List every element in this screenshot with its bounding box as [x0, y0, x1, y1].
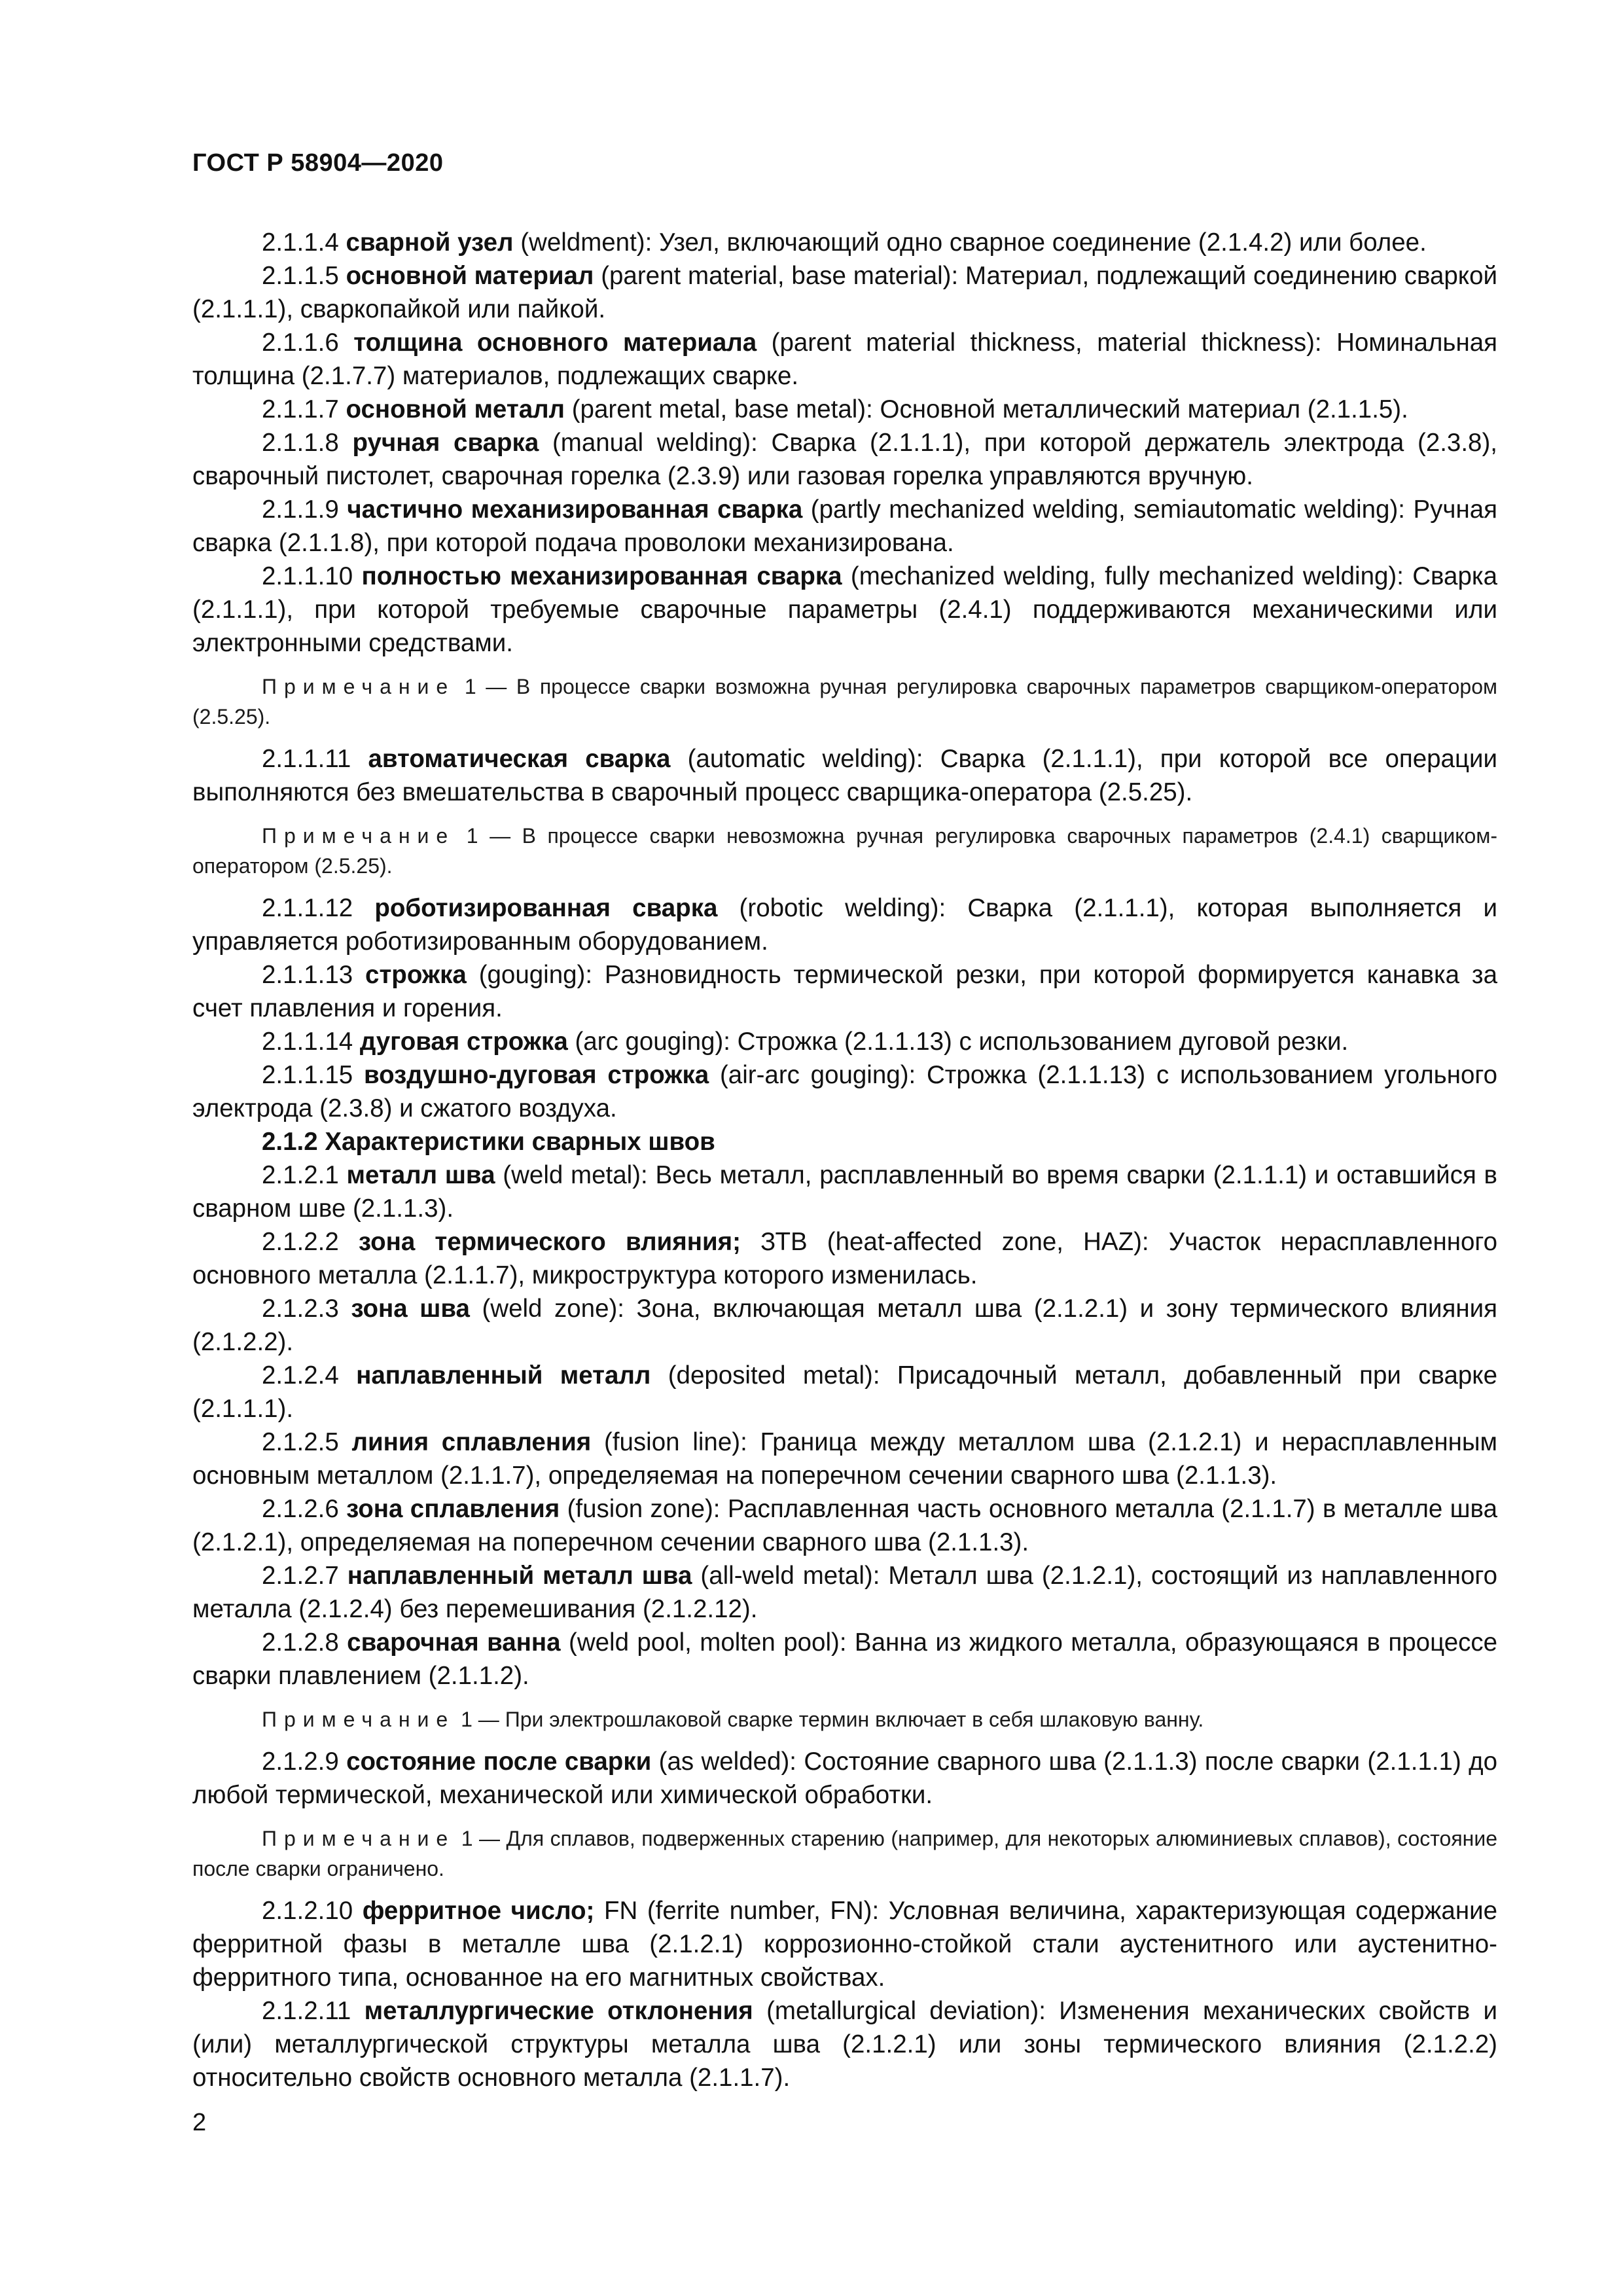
- term-name: автоматическая сварка: [368, 745, 671, 773]
- term-number: 2.1.2.4: [262, 1361, 339, 1390]
- term-name: ручная сварка: [352, 429, 539, 457]
- page-number: 2: [192, 2109, 207, 2136]
- term-name: роботизированная сварка: [374, 894, 718, 922]
- term-name: линия сплавления: [351, 1428, 592, 1456]
- term-name: строжка: [365, 961, 467, 989]
- term-name: наплавленный металл: [356, 1361, 651, 1390]
- term-definition: [192, 958, 1497, 1025]
- note-text: 1 — Для сплавов, подверженных старению (например, для некоторых алюминиевых сплавов), состояние после сварки ограничено.: [192, 1827, 1498, 1880]
- term-text: (manual welding): Сварка (2.1.1.1), при которой держатель электрода (2.3.8), сварочный пистолет, сварочная горелка (2.3.9) или газовая горелка управляются вручную.: [192, 429, 1497, 490]
- term-definition: [192, 1894, 1497, 1994]
- term-text: (mechanized welding, fully mechanized welding): Сварка (2.1.1.1), при которой требуемые сварочные параметры (2.4.1) поддерживаются механическими или электронными средствами.: [192, 562, 1497, 657]
- term-number: 2.1.1.5: [262, 262, 339, 290]
- term-text: (parent material thickness, material thickness): Номинальная толщина (2.1.7.7) материалов, подлежащих сварке.: [192, 329, 1497, 390]
- term-name: металлургические отклонения: [364, 1997, 753, 2025]
- term-definition: [192, 891, 1497, 958]
- term-text: (deposited metal): Присадочный металл, добавленный при сварке (2.1.1.1).: [192, 1361, 1497, 1423]
- term-name: полностью механизированная сварка: [361, 562, 842, 590]
- term-number: 2.1.1.6: [262, 329, 339, 357]
- term-number: 2.1.2.3: [262, 1295, 339, 1323]
- term-text: (parent metal, base metal): Основной металлический материал (2.1.1.5).: [571, 395, 1408, 423]
- term-number: 2.1.1.9: [262, 495, 339, 524]
- note: [192, 1823, 1497, 1884]
- term-definition: [192, 1426, 1497, 1492]
- term-name: сварочная ванна: [347, 1628, 561, 1657]
- term-name: зона термического влияния;: [358, 1228, 741, 1256]
- note-text: 1 — При электрошлаковой сварке термин включает в себя шлаковую ванну.: [461, 1708, 1204, 1731]
- term-text: (fusion line): Граница между металлом шва (2.1.2.1) и нерасплавленным основным металлом (2.1.1.7), определяемая на поперечном сечении сварного шва (2.1.1.3).: [192, 1428, 1497, 1490]
- term-number: 2.1.2.11: [262, 1997, 351, 2025]
- term-definition: [192, 1158, 1497, 1225]
- term-number: 2.1.1.11: [262, 745, 351, 773]
- term-text: (fusion zone): Расплавленная часть основного металла (2.1.1.7) в металле шва (2.1.2.1), определяемая на поперечном сечении сварного шва (2.1.1.3).: [192, 1495, 1497, 1556]
- note: [192, 821, 1497, 881]
- note-label: Примечание: [262, 1827, 455, 1850]
- term-text: (all-weld metal): Металл шва (2.1.2.1), состоящий из наплавленного металла (2.1.2.4) без перемешивания (2.1.2.12).: [192, 1562, 1498, 1623]
- term-definition: [192, 1745, 1497, 1812]
- term-definition: [192, 393, 1497, 426]
- term-number: 2.1.1.12: [262, 894, 353, 922]
- term-text: (weld pool, molten pool): Ванна из жидкого металла, образующаяся в процессе сварки плавлением (2.1.1.2).: [192, 1628, 1498, 1690]
- term-number: 2.1.2.6: [262, 1495, 339, 1523]
- term-number: 2.1.1.10: [262, 562, 353, 590]
- note-label: Примечание: [262, 824, 455, 848]
- term-name: сварной узел: [346, 228, 514, 257]
- term-definition: [192, 1359, 1497, 1426]
- term-definition: [192, 742, 1497, 809]
- term-name: толщина основного материала: [353, 329, 757, 357]
- term-definition: [192, 1292, 1497, 1359]
- term-text: (air-arc gouging): Строжка (2.1.1.13) с использованием угольного электрода (2.3.8) и сжатого воздуха.: [192, 1061, 1498, 1122]
- term-name: зона сплавления: [346, 1495, 560, 1523]
- term-definition: [192, 1225, 1497, 1292]
- term-number: 2.1.2.1: [262, 1161, 339, 1189]
- note: [192, 672, 1497, 732]
- term-name: металл шва: [346, 1161, 495, 1189]
- term-definition: [192, 326, 1497, 393]
- term-definition: [192, 1058, 1497, 1125]
- note-text: 1 — В процессе сварки возможна ручная регулировка сварочных параметров сварщиком-оператором (2.5.25).: [192, 675, 1498, 728]
- term-number: 2.1.2.10: [262, 1897, 353, 1925]
- term-name: дуговая строжка: [359, 1028, 568, 1056]
- term-number: 2.1.2.9: [262, 1748, 339, 1776]
- term-number: 2.1.1.7: [262, 395, 339, 423]
- term-name: ферритное число;: [362, 1897, 595, 1925]
- term-definition: [192, 1559, 1497, 1626]
- term-text: (weld metal): Весь металл, расплавленный во время сварки (2.1.1.1) и оставшийся в сварном шве (2.1.1.3).: [192, 1161, 1497, 1223]
- term-text: (parent material, base material): Материал, подлежащий соединению сваркой (2.1.1.1), сваркопайкой или пайкой.: [192, 262, 1497, 323]
- term-name: воздушно-дуговая строжка: [363, 1061, 709, 1089]
- term-text: (arc gouging): Строжка (2.1.1.13) с использованием дуговой резки.: [575, 1028, 1349, 1056]
- term-text: (automatic welding): Сварка (2.1.1.1), при которой все операции выполняются без вмешательства в сварочный процесс сварщика-оператора (2.5.25).: [192, 745, 1498, 806]
- term-number: 2.1.1.15: [262, 1061, 353, 1089]
- term-definition: [192, 226, 1497, 259]
- term-name: зона шва: [351, 1295, 470, 1323]
- note-label: Примечание: [262, 675, 455, 698]
- term-number: 2.1.2.7: [262, 1562, 339, 1590]
- term-number: 2.1.2.8: [262, 1628, 339, 1657]
- term-number: 2.1.1.8: [262, 429, 339, 457]
- standard-designation: ГОСТ Р 58904—2020: [192, 149, 444, 177]
- term-definition: [192, 560, 1497, 660]
- term-name: наплавленный металл шва: [347, 1562, 692, 1590]
- section-heading: 2.1.2 Характеристики сварных швов: [262, 1128, 715, 1156]
- term-definition: [192, 259, 1497, 326]
- note-text: 1 — В процессе сварки невозможна ручная регулировка сварочных параметров (2.4.1) сварщиком-оператором (2.5.25).: [192, 824, 1498, 878]
- term-number: 2.1.2.2: [262, 1228, 339, 1256]
- term-definition: [192, 1626, 1497, 1693]
- term-text: (as welded): Состояние сварного шва (2.1.1.3) после сварки (2.1.1.1) до любой термической, механической или химической обработки.: [192, 1748, 1498, 1809]
- term-text: (robotic welding): Сварка (2.1.1.1), которая выполняется и управляется роботизированным оборудованием.: [192, 894, 1497, 956]
- term-text: (weld zone): Зона, включающая металл шва (2.1.2.1) и зону термического влияния (2.1.2.2).: [192, 1295, 1497, 1356]
- note-label: Примечание: [262, 1708, 455, 1731]
- term-text: (weldment): Узел, включающий одно сварное соединение (2.1.4.2) или более.: [520, 228, 1427, 257]
- note: [192, 1704, 1497, 1734]
- term-definition: [192, 426, 1497, 493]
- term-text: (gouging): Разновидность термической резки, при которой формируется канавка за счет плавления и горения.: [192, 961, 1497, 1022]
- term-definition: [192, 1994, 1497, 2094]
- term-definition: [192, 1025, 1497, 1058]
- term-definition: [192, 1492, 1497, 1559]
- term-name: основной материал: [346, 262, 594, 290]
- term-text: (metallurgical deviation): Изменения механических свойств и (или) металлургической структуры металла шва (2.1.2.1) или зоны термического влияния (2.1.2.2) относительно свойств основного металла (2.1.1.7).: [192, 1997, 1497, 2092]
- term-text: ЗТВ (heat-affected zone, HAZ): Участок нерасплавленного основного металла (2.1.1.7), микроструктура которого изменилась.: [192, 1228, 1497, 1289]
- term-number: 2.1.1.13: [262, 961, 353, 989]
- term-text: (partly mechanized welding, semiautomatic welding): Ручная сварка (2.1.1.8), при которой подача проволоки механизирована.: [192, 495, 1498, 557]
- term-name: основной металл: [346, 395, 565, 423]
- term-number: 2.1.1.14: [262, 1028, 353, 1056]
- term-name: состояние после сварки: [346, 1748, 652, 1776]
- term-number: 2.1.2.5: [262, 1428, 339, 1456]
- term-definition: [192, 493, 1497, 560]
- term-name: частично механизированная сварка: [347, 495, 803, 524]
- term-number: 2.1.1.4: [262, 228, 339, 257]
- term-text: FN (ferrite number, FN): Условная величина, характеризующая содержание ферритной фазы в металле шва (2.1.2.1) коррозионно-стойкой стали аустенитного или аустенитно-ферритного типа, основанное на его магнитных свойствах.: [192, 1897, 1497, 1992]
- document-body: [192, 226, 1497, 2094]
